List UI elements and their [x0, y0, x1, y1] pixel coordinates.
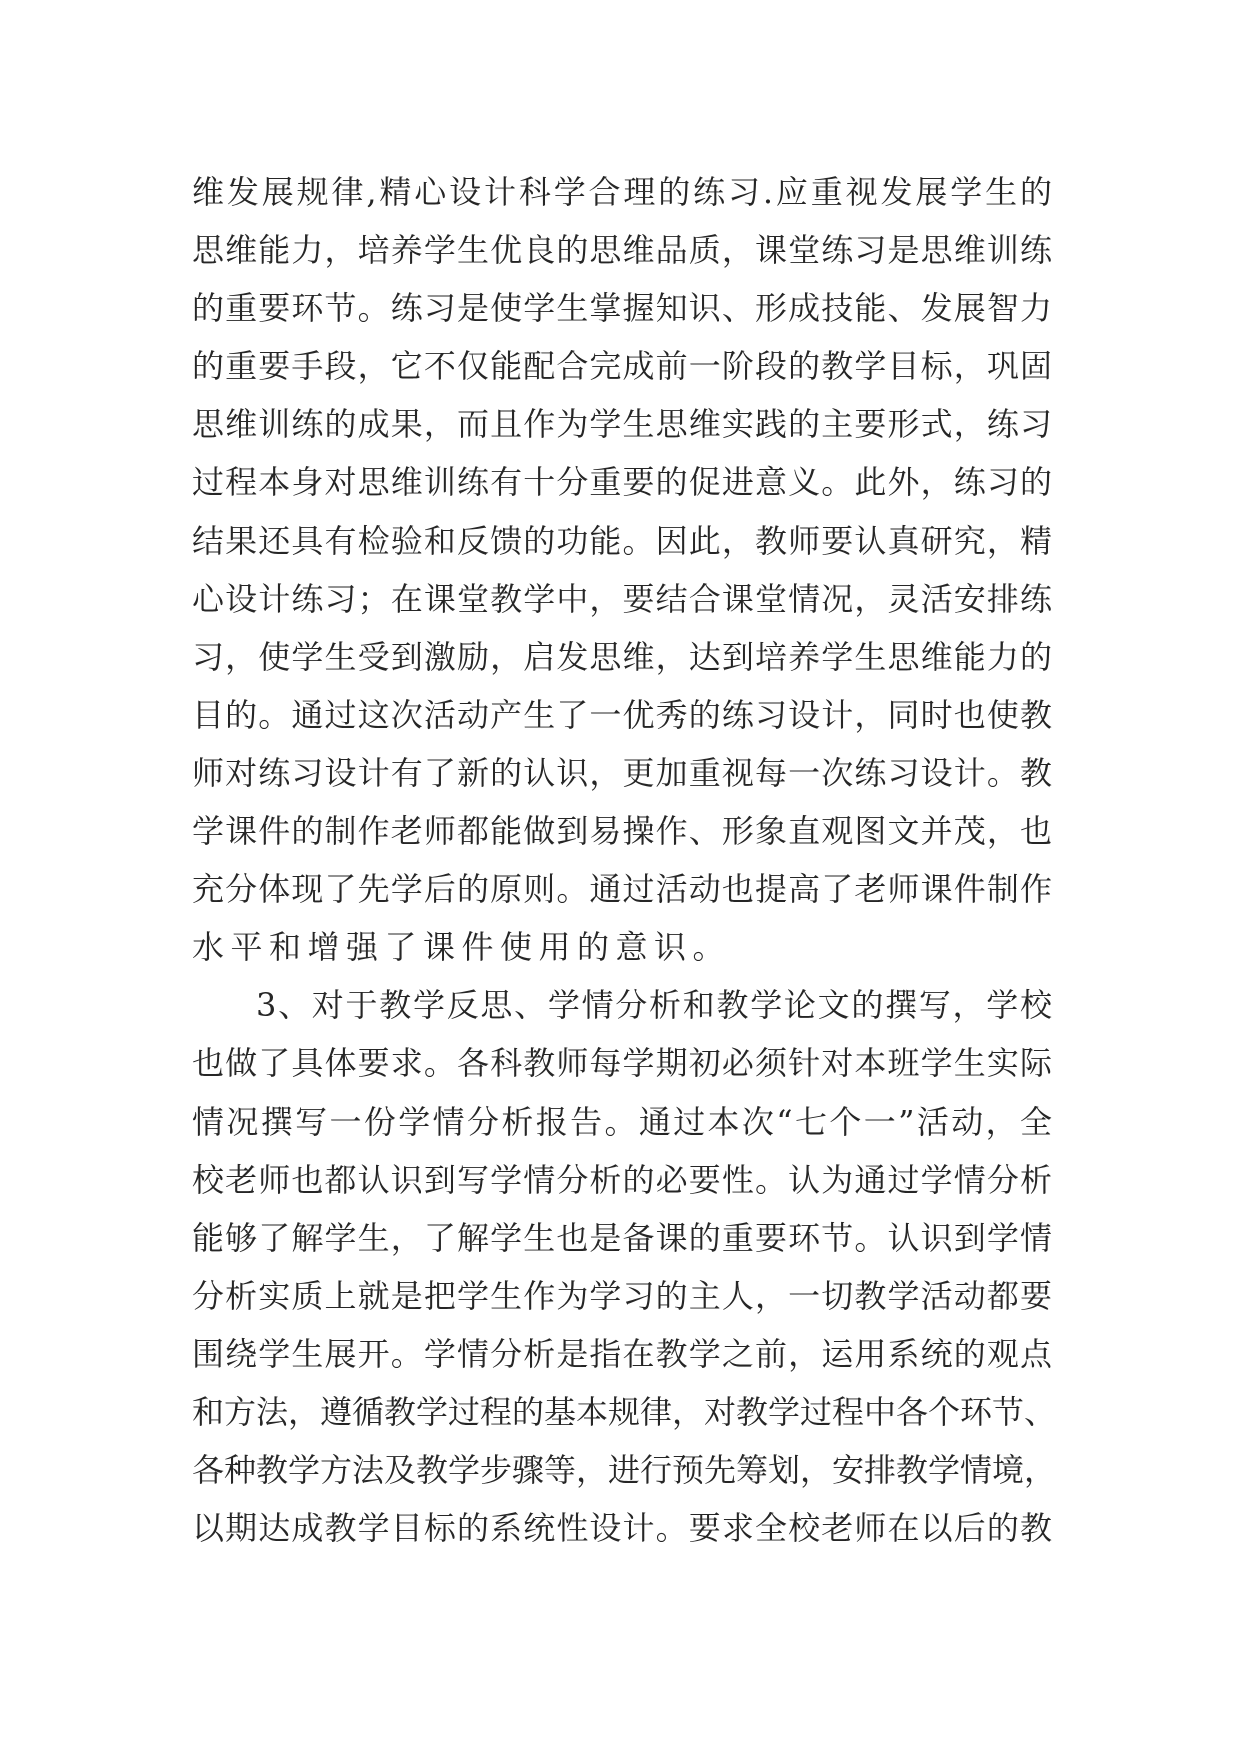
- text-line: 目的。通过这次活动产生了一优秀的练习设计，同时也使教: [192, 695, 1052, 734]
- text-line: 能够了解学生，了解学生也是备课的重要环节。认识到学情: [192, 1218, 1052, 1257]
- text-line: 充分体现了先学后的原则。通过活动也提高了老师课件制作: [192, 870, 1052, 909]
- text-line: 情况撰写一份学情分析报告。通过本次“七个一”活动，全: [192, 1102, 1052, 1141]
- text-line: 也做了具体要求。各科教师每学期初必须针对本班学生实际: [192, 1044, 1052, 1083]
- text-line: 的重要环节。练习是使学生掌握知识、形成技能、发展智力: [192, 289, 1052, 328]
- text-line: 3、对于教学反思、学情分析和教学论文的撰写，学校: [256, 986, 1052, 1025]
- text-line: 和方法，遵循教学过程的基本规律，对教学过程中各个环节、: [192, 1392, 1057, 1431]
- text-line: 师对练习设计有了新的认识，更加重视每一次练习设计。教: [192, 753, 1052, 792]
- text-line: 思维能力，培养学生优良的思维品质，课堂练习是思维训练: [192, 231, 1052, 270]
- text-line: 思维训练的成果，而且作为学生思维实践的主要形式，练习: [192, 405, 1052, 444]
- text-line: 结果还具有检验和反馈的功能。因此，教师要认真研究，精: [192, 521, 1052, 560]
- text-line: 心设计练习；在课堂教学中，要结合课堂情况，灵活安排练: [192, 579, 1052, 618]
- text-line: 习，使学生受到激励，启发思维，达到培养学生思维能力的: [192, 637, 1052, 676]
- text-line: 围绕学生展开。学情分析是指在教学之前，运用系统的观点: [192, 1334, 1052, 1373]
- text-line: 的重要手段，它不仅能配合完成前一阶段的教学目标，巩固: [192, 347, 1052, 386]
- text-line: 校老师也都认识到写学情分析的必要性。认为通过学情分析: [192, 1160, 1052, 1199]
- body-text: [192, 163, 1057, 1557]
- text-line: 分析实质上就是把学生作为学习的主人，一切教学活动都要: [192, 1276, 1052, 1315]
- text-line: 过程本身对思维训练有十分重要的促进意义。此外，练习的: [192, 463, 1052, 502]
- text-line: 维发展规律,精心设计科学合理的练习.应重视发展学生的: [192, 173, 1052, 211]
- text-line: 学课件的制作老师都能做到易操作、形象直观图文并茂，也: [192, 812, 1052, 851]
- text-line: 各种教学方法及教学步骤等，进行预先筹划，安排教学情境，: [192, 1451, 1057, 1490]
- text-line: 以期达成教学目标的系统性设计。要求全校老师在以后的教: [192, 1509, 1052, 1548]
- text-line: 水平和增强了课件使用的意识。: [192, 928, 732, 967]
